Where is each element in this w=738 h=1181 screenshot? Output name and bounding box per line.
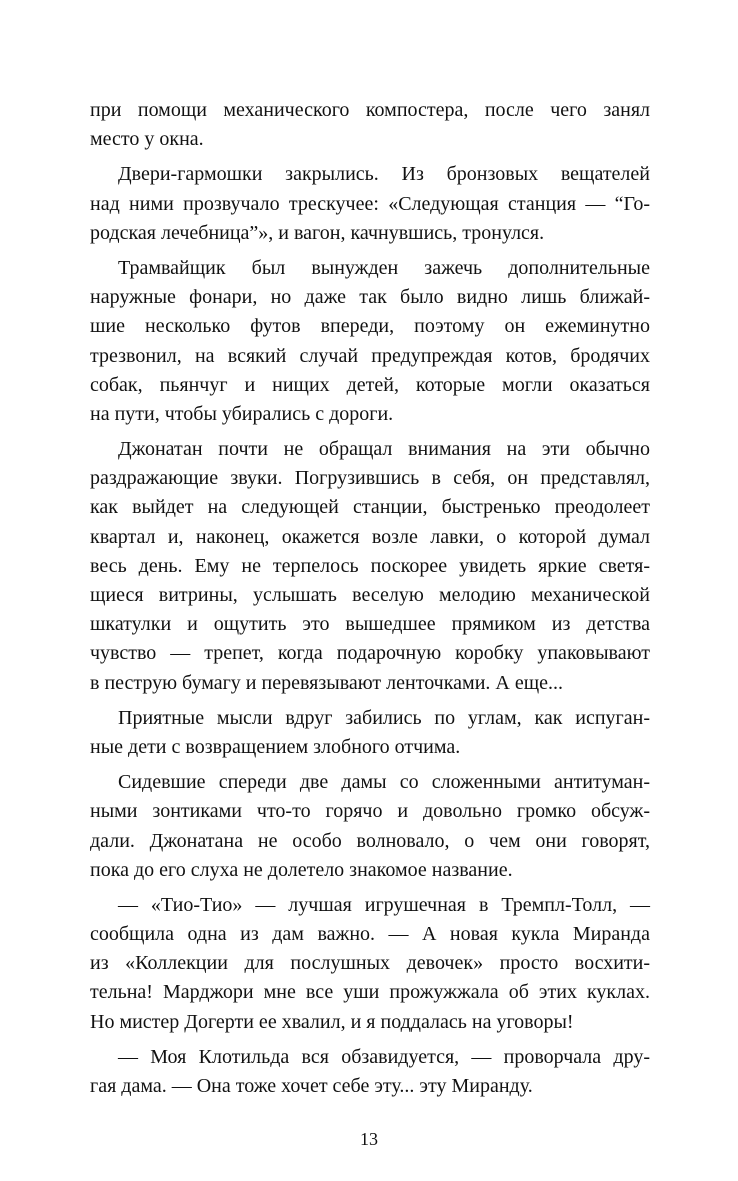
text-line: Трамвайщик был вынужден зажечь дополнительные — [118, 256, 650, 279]
text-line: дали. Джонатана не особо волновало, о чем они говорят, — [90, 829, 650, 852]
text-line: собак, пьянчуг и нищих детей, которые могли оказаться — [90, 373, 650, 396]
text-line: в пеструю бумагу и перевязывают ленточками. А еще... — [90, 671, 563, 694]
body-text — [90, 96, 650, 1101]
paragraph — [90, 435, 650, 698]
paragraph — [90, 1043, 650, 1101]
text-line: на пути, чтобы убирались с дороги. — [90, 402, 394, 425]
text-line: ные дети с возвращением злобного отчима. — [90, 735, 461, 758]
text-line: Джонатан почти не обращал внимания на эти обычно — [118, 438, 650, 461]
text-line: над ними прозвучало трескучее: «Следующая станция — “Го- — [90, 192, 650, 215]
paragraph — [90, 160, 650, 248]
text-line: щиеся витрины, услышать веселую мелодию механической — [90, 584, 650, 606]
paragraph — [90, 96, 650, 154]
text-line: тельна! Марджори мне все уши прожужжала об этих куклах. — [90, 981, 650, 1004]
text-line: сообщила одна из дам важно. — А новая кукла Миранда — [90, 923, 650, 946]
text-line: трезвонил, на всякий случай предупреждая котов, бродячих — [90, 344, 650, 367]
text-line: место у окна. — [90, 128, 204, 151]
text-line: Приятные мысли вдруг забились по углам, как испуган- — [118, 706, 650, 729]
text-line: Двери-гармошки закрылись. Из бронзовых вещателей — [118, 163, 650, 186]
text-line: раздражающие звуки. Погрузившись в себя, он представлял, — [90, 467, 650, 490]
text-line: гая дама. — Она тоже хочет себе эту... эту Миранду. — [90, 1075, 533, 1097]
text-line: весь день. Ему не терпелось поскорее увидеть яркие светя- — [90, 554, 650, 577]
text-line: Но мистер Догерти ее хвалил, и я поддалась на уговоры! — [90, 1010, 574, 1033]
text-line: Сидевшие спереди две дамы со сложенными антитуман- — [118, 771, 650, 794]
text-line: при помощи механического компостера, после чего занял — [90, 99, 650, 121]
paragraph — [90, 891, 650, 1037]
text-line: — «Тио-Тио» — лучшая игрушечная в Тремпл-Толл, — — [118, 893, 650, 916]
text-line: ными зонтиками что-то горячо и довольно громко обсуж- — [90, 800, 650, 823]
text-line: чувство — трепет, когда подарочную коробку упаковывают — [90, 642, 650, 665]
paragraph — [90, 254, 650, 429]
text-line: пока до его слуха не долетело знакомое название. — [90, 858, 513, 881]
text-line: шие несколько футов впереди, поэтому он ежеминутно — [90, 315, 650, 338]
text-line: родская лечебница”», и вагон, качнувшись, тронулся. — [90, 221, 545, 244]
text-line: — Моя Клотильда вся обзавидуется, — проворчала дру- — [118, 1045, 650, 1068]
text-line: шкатулки и ощутить это вышедшее прямиком из детства — [90, 613, 650, 636]
text-line: как выйдет на следующей станции, быстренько преодолеет — [90, 496, 650, 519]
paragraph — [90, 768, 650, 885]
text-line: наружные фонари, но даже так было видно лишь ближай- — [90, 286, 650, 309]
text-line: квартал и, наконец, окажется возле лавки, о которой думал — [90, 525, 650, 548]
paragraph — [90, 704, 650, 762]
page-number: 13 — [360, 1129, 378, 1149]
text-line: из «Коллекции для послушных девочек» просто восхити- — [90, 952, 650, 975]
